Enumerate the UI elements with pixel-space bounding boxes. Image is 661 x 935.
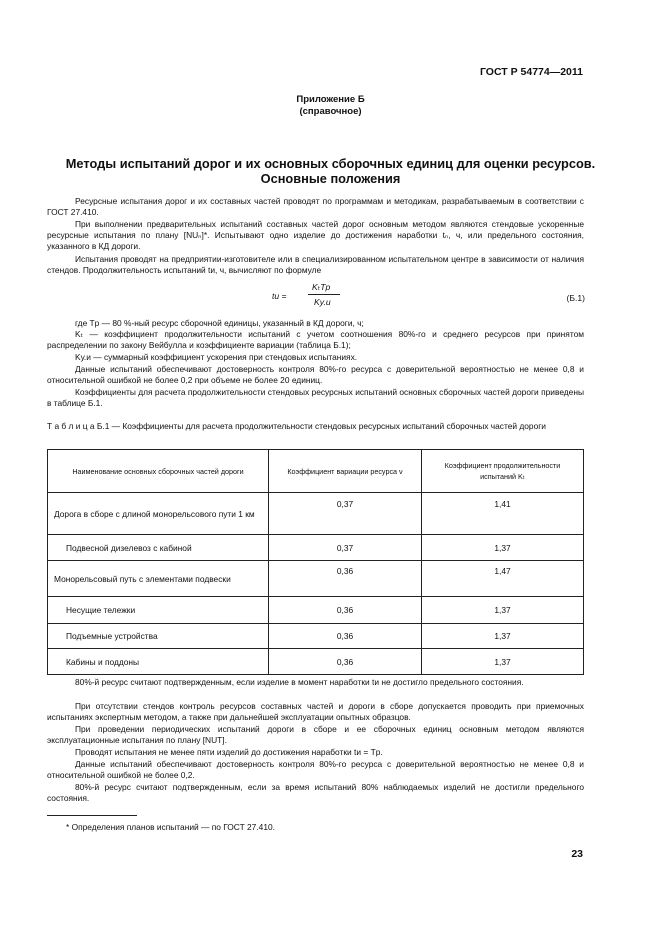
paragraph: 80%-й ресурс считают подтвержденным, если изделие в момент наработки tи не достигло предельного состояния. <box>75 677 524 687</box>
formula-numerator: KₜTр <box>312 282 331 292</box>
table-cell: Монорельсовый путь с элементами подвески <box>48 561 269 597</box>
table-cell: 0,36 <box>269 649 422 675</box>
table-row <box>48 561 584 597</box>
table-cell: Дорога в сборе с длиной монорельсового пути 1 км <box>48 493 269 535</box>
table-row <box>48 535 584 561</box>
paragraph: При выполнении предварительных испытаний составных частей дорог основным методом являются стендовые ускоренные ресурсные испытания по плану [NUₙ]*. Испытывают одно изделие до достижения наработки tₙ, ч, или предельного состояния, указанного в КД дороги. <box>47 219 584 252</box>
table-cell: 0,36 <box>269 597 422 624</box>
table-cell: 0,36 <box>269 561 422 597</box>
table-cell: 0,37 <box>269 535 422 561</box>
table-cell: 1,37 <box>422 535 584 561</box>
table-cell: 1,37 <box>422 624 584 649</box>
table-header-row <box>48 450 584 493</box>
column-header: Коэффициент вариации ресурса ν <box>269 450 422 493</box>
paragraph: Проводят испытания не менее пяти изделий до достижения наработки tи = Tр. <box>75 747 383 757</box>
paragraph: При проведении периодических испытаний дороги в сборе и ее сборочных единиц основным методом являются эксплуатационные испытания по плану [NUT]. <box>47 724 584 746</box>
paragraph: При отсутствии стендов контроль ресурсов составных частей и дороги в сборе допускается проводить при приемочных испытаниях экспертным методом, а также при дальнейшей эксплуатации опытных образцов. <box>47 701 584 723</box>
table-cell: 1,37 <box>422 597 584 624</box>
column-header: Коэффициент продолжительности испытаний Kₜ <box>422 450 584 493</box>
table-cell: 0,36 <box>269 624 422 649</box>
page-number: 23 <box>571 848 583 860</box>
table-row <box>48 597 584 624</box>
appendix-type: (справочное) <box>299 106 362 117</box>
document-code: ГОСТ Р 54774—2011 <box>479 66 583 78</box>
table-cell: Несущие тележки <box>48 597 269 624</box>
footnote-divider <box>47 815 137 816</box>
formula-denominator: Kу.и <box>314 297 331 307</box>
footnote: * Определения планов испытаний — по ГОСТ 27.410. <box>66 822 275 832</box>
formula-number: (Б.1) <box>566 293 585 303</box>
page-title: Методы испытаний дорог и их основных сборочных единиц для оценки ресурсов. Основные положения <box>65 156 596 186</box>
formula <box>272 282 392 312</box>
fraction-bar <box>308 294 340 295</box>
paragraph: 80%-й ресурс считают подтвержденным, если за время испытаний 80% наблюдаемых изделий не достигли предельного состояния. <box>47 782 584 804</box>
appendix-label: Приложение Б <box>296 94 365 105</box>
table-cell: Подъемные устройства <box>48 624 269 649</box>
paragraph: Испытания проводят на предприятии-изготовителе или в специализированном испытательном центре в зависимости от наличия стендов. Продолжительность испытаний tи, ч, вычисляют по формуле <box>47 254 584 276</box>
table-row <box>48 649 584 675</box>
paragraph: Коэффициенты для расчета продолжительности стендовых ресурсных испытаний основных сборочных частей дороги приведены в таблице Б.1. <box>47 387 584 409</box>
table-cell: Кабины и поддоны <box>48 649 269 675</box>
table-cell: 1,37 <box>422 649 584 675</box>
paragraph: где Tр — 80 %-ный ресурс сборочной единицы, указанный в КД дороги, ч; <box>75 318 364 328</box>
paragraph: Kₜ — коэффициент продолжительности испытаний с учетом соотношения 80%-го и среднего ресурсов при принятом распределении по закону Вейбулла и коэффициенте вариации (таблица Б.1); <box>47 329 584 351</box>
table-cell: 1,47 <box>422 561 584 597</box>
table-row <box>48 493 584 535</box>
table-row <box>48 624 584 649</box>
table-caption: Т а б л и ц а Б.1 — Коэффициенты для расчета продолжительности стендовых ресурсных испытаний сборочных частей дороги <box>47 421 546 431</box>
table-cell: Подвесной дизелевоз с кабиной <box>48 535 269 561</box>
formula-lhs: tи = <box>272 291 287 301</box>
table-cell: 0,37 <box>269 493 422 535</box>
paragraph: Ресурсные испытания дорог и их составных частей проводят по программам и методикам, разрабатываемым в соответствии с ГОСТ 27.410. <box>47 196 584 218</box>
paragraph: Kу.и — суммарный коэффициент ускорения при стендовых испытаниях. <box>75 352 358 362</box>
paragraph: Данные испытаний обеспечивают достоверность контроля 80%-го ресурса с доверительной вероятностью не менее 0,8 и относительной ошибкой не более 0,2. <box>47 759 584 781</box>
table-cell: 1,41 <box>422 493 584 535</box>
paragraph: Данные испытаний обеспечивают достоверность контроля 80%-го ресурса с доверительной вероятностью не менее 0,8 и относительной ошибкой не более 0,2 при объеме не более 20 единиц. <box>47 364 584 386</box>
coefficients-table <box>47 449 584 675</box>
column-header: Наименование основных сборочных частей дороги <box>48 450 269 493</box>
